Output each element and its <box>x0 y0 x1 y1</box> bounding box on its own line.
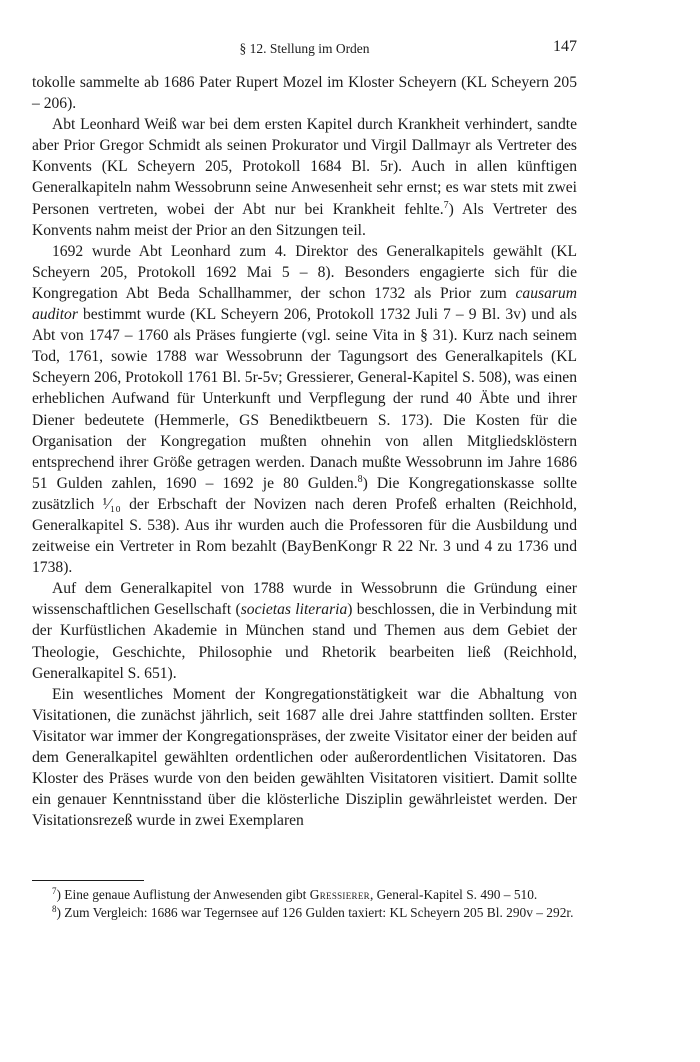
paragraph-4-text-b: ) beschlossen, die in Verbindung mit der Kurfüstlichen Akademie in München stand und Themen aus dem Gebiet der Theologie, Geschichte, Philosophie und Rhetorik bearbeiten ließ (Reichhold, Generalkapitel S. 651). <box>32 601 577 682</box>
footnote-7-text-b: , General-Kapitel S. 490 – 510. <box>369 887 538 902</box>
footnote-7-mark: 7 <box>52 886 57 896</box>
running-title: § 12. Stellung im Orden <box>239 41 370 56</box>
footnotes <box>32 886 577 923</box>
paragraph-3-text-b: bestimmt wurde (KL Scheyern 206, Protokoll 1732 Juli 7 – 9 Bl. 3v) und als Abt von 1747 – 1760 als Präses fungierte (vgl. seine Vita in § 31). Kurz nach seinem Tod, 1761, sowie 1788 war Wessobrunn der Tagungsort des Generalkapitels (KL Scheyern 206, Protokoll 1761 Bl. 5r-5v; Gressierer, General-Kapitel S. 508), was einen erheblichen Aufwand für Unterkunft und Verpflegung der rund 40 Äbte und ihrer Diener bedeutete (Hemmerle, GS Benediktbeuern S. 173). Die Kosten für die Organisation der Kongregation mußten ohnehin von allen Mitgliedsklöstern entsprechend ihrer Größe getragen werden. Danach mußte Wessobrunn im Jahre 1686 51 Gulden zahlen, 1690 – 1692 je 80 Gulden. <box>32 306 577 492</box>
footnote-ref-8[interactable]: 8 <box>357 473 363 485</box>
paragraph-1 <box>32 72 577 114</box>
footnote-8-text: ) Zum Vergleich: 1686 war Tegernsee auf 126 Gulden taxiert: KL Scheyern 205 Bl. 290v – 292r. <box>56 905 574 921</box>
footnote-divider <box>32 880 144 881</box>
paragraph-2-tail: ) Als Vertreter des Konvents nahm meist der Prior an den Sitzungen teil. <box>32 200 578 239</box>
footnote-7-text-a: ) Eine genaue Auflistung der Anwesenden gibt <box>56 887 310 902</box>
paragraph-1-text: tokolle sammelte ab 1686 Pater Rupert Mozel im Kloster Scheyern (KL Scheyern 205 – 206). <box>32 74 577 113</box>
latin-term-societas-literaria: societas literaria <box>240 601 348 619</box>
latin-term-causarum-auditor: causarum auditor <box>32 284 577 324</box>
paragraph-3-text-a: 1692 wurde Abt Leonhard zum 4. Direktor des Generalkapitels gewählt (KL Scheyern 205, Protokoll 1692 Mai 5 – 8). Besonders engagierte sich für die Kongregation Abt Beda Schallhammer, der schon 1732 als Prior zum <box>32 242 577 302</box>
running-header <box>32 38 577 62</box>
paragraph-3 <box>32 241 577 579</box>
footnote-8-mark: 8 <box>52 904 57 915</box>
paragraph-5-text: Ein wesentliches Moment der Kongregationstätigkeit war die Abhaltung von Visitationen, die zunächst jährlich, seit 1687 alle drei Jahre stattfinden sollten. Erster Visitator war immer der Kongregationspräses, der zweite Visitator einer der beiden auf dem Generalkapitel gewählten ordentlichen oder außerordentlichen Visitatoren. Das Kloster des Präses wurde von den beiden gewählten Visitatoren visitiert. Damit sollte ein genauer Kenntnisstand über die klösterliche Disziplin gewährleistet werden. Der Visitationsrezeß wurde in zwei Exemplaren <box>32 685 577 830</box>
paragraph-3-text-c: ) Die Kongregationskasse sollte zusätzlich ¹⁄₁₀ der Erbschaft der Novizen nach deren Profeß erhalten (Reichhold, Generalkapitel S. 538). Aus ihr wurden auch die Professoren für die Ausbildung und zeitweise ein Vertreter in Rom bezahlt (BayBenKongr R 22 Nr. 3 und 4 zu 1736 und 1738). <box>32 474 577 577</box>
footnote-7-author: Gressierer <box>309 887 370 902</box>
paragraph-4 <box>32 578 577 683</box>
footnote-ref-7[interactable]: 7 <box>443 199 449 211</box>
paragraph-5 <box>32 684 577 832</box>
paragraph-2 <box>32 114 577 241</box>
main-text <box>32 72 577 831</box>
footnote-7 <box>32 886 577 904</box>
paragraph-2-text: Abt Leonhard Weiß war bei dem ersten Kapitel durch Krankheit verhindert, sandte aber Prior Gregor Schmidt als seinen Prokurator und Virgil Dallmayr als Vertreter des Konvents (KL Scheyern 205, Protokoll 1684 Bl. 5r). Auch in allen künftigen Generalkapiteln nahm Wessobrunn seine Anwesenheit sehr ernst; es war stets mit zwei Personen vertreten, wobei der Abt nur bei Krankheit fehlte. <box>32 116 577 218</box>
paragraph-4-text-a: Auf dem Generalkapitel von 1788 wurde in Wessobrunn die Gründung einer wissenschaftlichen Gesellschaft ( <box>32 580 577 619</box>
page-number: 147 <box>553 38 577 55</box>
footnote-8 <box>32 904 577 922</box>
